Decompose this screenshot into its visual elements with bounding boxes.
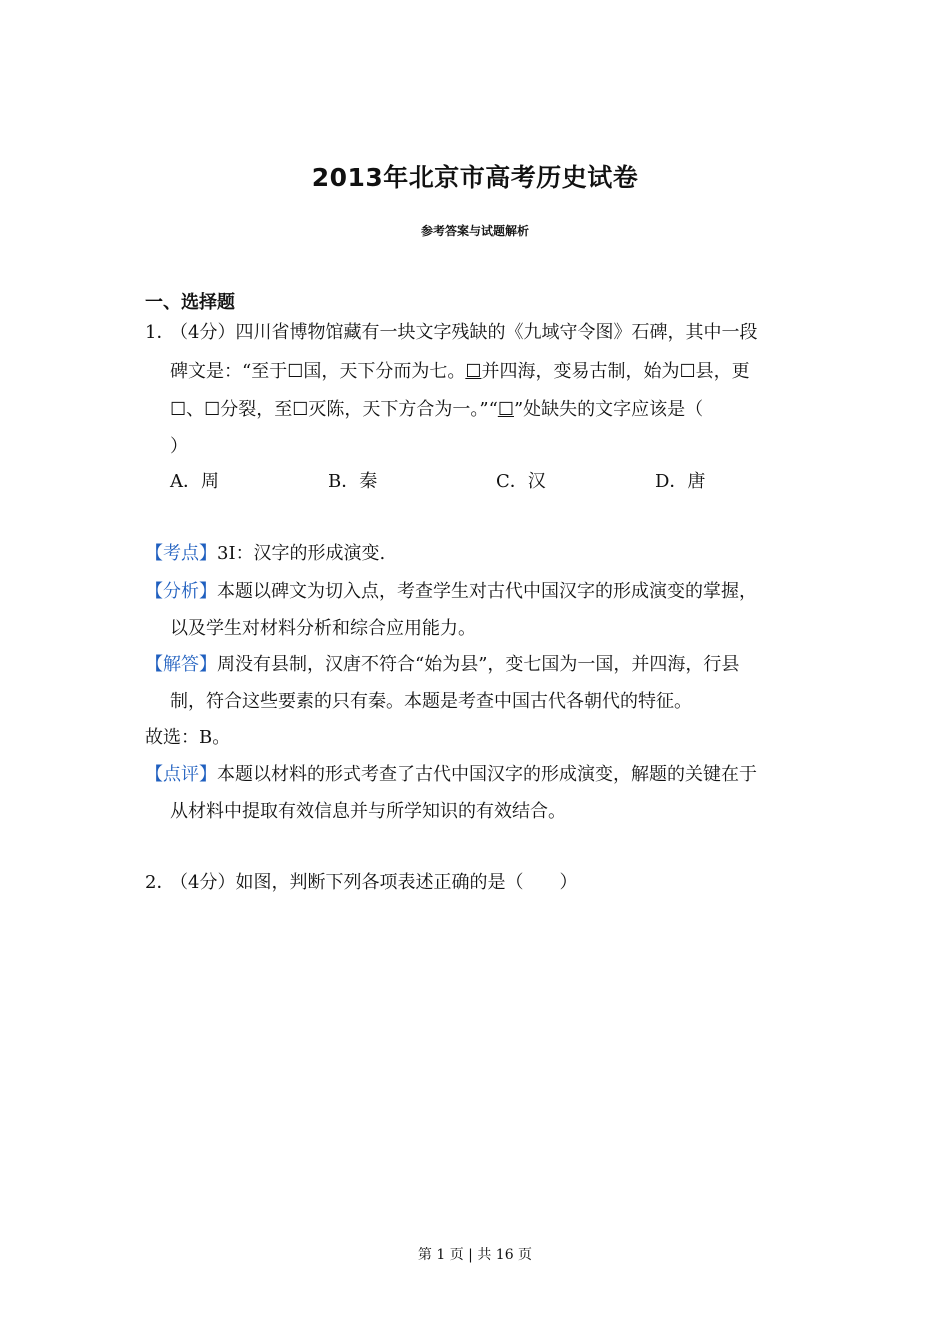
question-1-text: ”处缺失的文字应该是（ [513,399,704,420]
question-number: 1． [145,322,175,343]
question-1-line-3 [170,399,703,421]
answer-choice: 故选：B。 [145,727,231,748]
kaodian-row [145,543,385,565]
fenxi-text: 本题以碑文为切入点，考查学生对古代中国汉字的形成演变的掌握， [217,581,757,602]
jieda-text-continued: 制，符合这些要素的只有秦。本题是考查中国古代各朝代的特征。 [170,691,692,712]
question-1-blank: ☐ [497,399,514,420]
fenxi-tag: 【分析】 [145,581,217,602]
kaodian-text: 3I：汉字的形成演变. [217,543,386,564]
dianping-tag: 【点评】 [145,764,217,785]
option-a: A．周 [170,471,219,492]
kaodian-tag: 【考点】 [145,543,217,564]
dianping-text: 本题以材料的形式考查了古代中国汉字的形成演变，解题的关键在于 [217,764,757,785]
question-1-text: 碑文是：“至于☐国，天下分而为七。 [170,361,466,382]
option-b: B．秦 [328,471,378,492]
page-footer: 第 1 页 | 共 16 页 [417,1247,533,1263]
jieda-tag: 【解答】 [145,654,217,675]
question-1-text: 并四海，变易古制，始为☐县，更 [481,361,750,382]
option-d: D．唐 [655,471,706,492]
dianping-text-continued: 从材料中提取有效信息并与所学知识的有效结合。 [170,801,566,822]
section-heading: 一、选择题 [145,292,235,313]
question-number: 2． [145,872,175,893]
question-1-line-1: （4分）四川省博物馆藏有一块文字残缺的《九域守令图》石碑，其中一段 [170,322,758,343]
document-subtitle: 参考答案与试题解析 [420,224,529,238]
fenxi-row [145,581,757,603]
question-1-blank: ☐ [465,361,482,382]
question-1-text: ☐、☐分裂，至☐灭陈，天下方合为一。”“ [170,399,498,420]
jieda-row [145,654,739,676]
option-c: C．汉 [496,471,546,492]
question-1-line-2 [170,361,750,383]
dianping-row [145,764,757,786]
document-title: 2013年北京市高考历史试卷 [311,163,639,192]
fenxi-text-continued: 以及学生对材料分析和综合应用能力。 [170,618,476,639]
jieda-text: 周没有县制，汉唐不符合“始为县”，变七国为一国，并四海，行县 [217,654,740,675]
question-2-text: （4分）如图，判断下列各项表述正确的是（ ） [170,872,578,893]
question-1-line-4: ） [170,436,188,457]
